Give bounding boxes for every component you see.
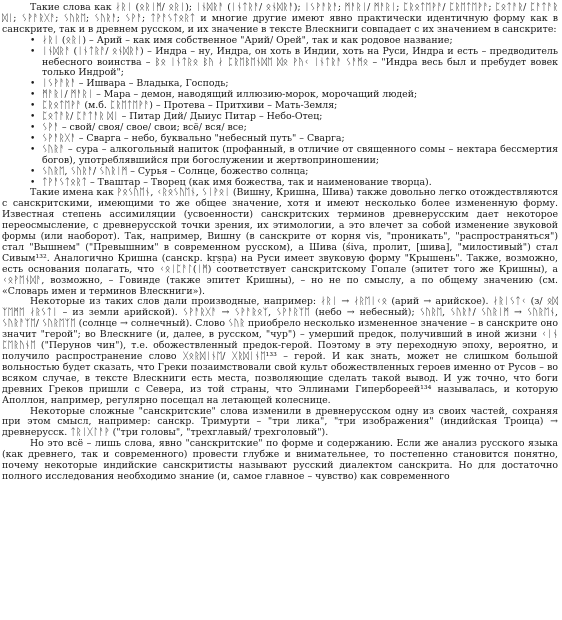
bullet-dot-icon: • — [30, 101, 36, 112]
bullet-dot-icon: • — [30, 46, 36, 57]
bullet-dot-icon: • — [30, 166, 36, 177]
bullet-dot-icon: • — [30, 177, 36, 188]
term-list-item-text: ᛈᚱᛟᛏᛖᚹᚨ (м.б. ᛈᚱᛖᛏᛖᚹᚨ) – Протева – Притхиви – Мать-Земля; — [42, 100, 338, 112]
body-paragraph: Некоторые сложные "санскритские" слова изменили в древнерусском одну из своих частей, сохраняя при этом смысл, например: санскр. Тримурти – "три лика", "три изображения" (индийская Троица) → древнерусск. ᛏᚱᛁᚷᛚᚨᚹ ("три головы", "трехглавый/ трехголовый"). — [2, 405, 558, 439]
term-list-item-text: ᛊᚢᚱᛖ, ᛊᚢᚱᚨ/ ᛊᚢᚱᛁᛗ – Сурья – Солнце, божество солнца; — [42, 165, 309, 177]
term-list-item-text: ᛈᛟᛏᚨᚱ/ ᛈᚨᛏᚨᚱ ᛞᛁ – Питар Дий/ Дыиус Питар – Небо-Отец; — [42, 111, 323, 123]
term-list-item — [30, 145, 558, 167]
term-list-item-text: ᛗᚨᚱᛁ/ ᛗᚨᚱᛁ – Мара – демон, наводящий иллюзию-морок, морочащий людей; — [42, 89, 418, 101]
term-list-item-text: ᛁᚾᛞᚱᚨ (ᛁᚾᛏᚱᚨ/ ᛟᚾᛞᚱᚨ) – Индра – ну, Индра, он хоть в Индии, хоть на Руси, Индра и есть – предводитель небесного воинства – ᛒᛟ ᛁᚾᛏᚱᛟ ᛒᚤ ᛅ ᛈᚱᛖᛒᛖᚾᛞᛖ ᛞᛟ ᚹᚤᚲ ᛁᚾᛏᚱᚨ ᛊᚨᛗᛟ – "Индра весь был и пребудет вовек только Индрой"; — [42, 45, 558, 79]
term-list-item — [30, 47, 558, 80]
document-page — [2, 3, 558, 483]
bullet-dot-icon: • — [30, 122, 36, 133]
term-list-item-text: ᛊᚹᚨᚱᚷᚨ – Сварга – небо, буквально "небесный путь" – Сварга; — [42, 132, 345, 144]
term-list-item-text: ᛊᚹᚨ – свой/ своя/ свое/ свои; всё/ вся/ все; — [42, 121, 247, 133]
term-list-item — [30, 178, 558, 189]
body-paragraph: Но это всё – лишь слова, явно "санскритские" по форме и содержанию. Если же анализ русского языка (как древнего, так и современного) провести глубже и внимательнее, то постепенно становится понятно, почему некоторые индийские санскритисты называют русский диалектом санскрита. Но для достаточно полного исследования необходимо знание (и, самое главное – чувство) как современного — [2, 438, 558, 482]
body-paragraphs — [2, 188, 558, 482]
bullet-dot-icon: • — [30, 144, 36, 155]
bullet-dot-icon: • — [30, 79, 36, 90]
term-list-item-text: ᛊᚢᚱᚨ – сура – алкогольный напиток (профанный, в отличие от священного сомы – нектара бессмертия богов), употреблявшийся при богослужении и жертвоприношении; — [42, 143, 558, 166]
bullet-dot-icon: • — [30, 90, 36, 101]
term-list — [2, 36, 558, 189]
term-list-item-text: ᛏᚹᚨᛊᛏᛟᚱᛏ – Тваштар – Творец (как имя божества, так и наименование творца). — [42, 176, 432, 188]
intro-paragraph: Такие слова как ᛅᚱᛁ (ᛟᚱᛁᛗ/ ᛟᚱᛁ); ᛁᚾᛞᚱᚨ (ᛁᚾᛏᚱᚨ/ ᛟᚾᛞᚱᚨ); ᛁᛊᚹᚨᚱᚨ; ᛗᚨᚱᛁ/ ᛗᚨᚱᛁ; ᛈᚱᛟᛏᛖᚹᚨ/ ᛈᚱᛖᛏᛖᚹᚨ; ᛈᛟᛏᚨᚱ/ ᛈᚨᛏᚨᚱ ᛞᛁ; ᛊᚹᚨᚱᚷᚨ; ᛊᚢᚱᛖ; ᛊᚢᚱᚨ; ᛊᚹᚨ; ᛏᚹᚨᛊᛏᛟᚱᛏ и многие другие имеют явно практически идентичную форму как в санскрите, так и в древнем русском, и их значение в тексте Влескниги совпадает с их значением в санскрите: — [2, 2, 558, 35]
bullet-dot-icon: • — [30, 112, 36, 123]
body-paragraph: Некоторые из таких слов дали производные, например: ᛅᚱᛁ → ᛅᚱᛖᛁᚲᛟ (арий → арийское). ᛅᚱᛁᛊᛏᚲ (з/ ᛟᛞ ᛉᛖᛗᛖ ᛅᚱᛊᛏᛁ – из земли арийской). ᛊᚹᚨᚱᚷᚨ → ᛊᚹᚨᚱᛟᛉ, ᛊᚹᚨᚱᛉᛖ (небо → небесный); ᛊᚢᚱᛖ, ᛊᚢᚱᚨ/ ᛊᚢᚱᛁᛗ → ᛊᚢᚱᛖᚾ, ᛊᚢᚱᚨᛉᛖ/ ᛊᚢᚱᛖᛉᛖ (солнце → солнечный). Слово ᛊᚢᚱ приобрело несколько измененное значение – в санскрите оно значит "герой"; во Влескниге (и, далее, в русском, "чур") – умерший предок, получивший в иной жизни ᚲᛁᚾ ᛈᛖᚱᚢᚾᛖ ("Перунов чин"), т.е. обожествленный предок-герой. Поэтому в эту переходную эпоху, вероятно, и получило распространение слово ᚷᛟᚱᛞᛁᚾᛖ/ ᚷᚱᛞᛁᚾᛖ¹³³ – герой. И как знать, может не слишком большой вольностью будет сказать, что Греки позаимствовали свой культ обожествленных героев именно от Русов – во всяком случае, в тексте Влескниги есть места, позволяющие сделать такой вывод. И уж точно, что боги древних Греков пришли с Севера, из той страны, что Эллинами Гипербореей¹³⁴ называлась, и которую Аполлон, например, регулярно посещал на летающей колеснице. — [2, 296, 558, 406]
term-list-item-text: ᛁᛊᚹᚨᚱᚨ – Ишвара – Владыка, Господь; — [42, 78, 229, 90]
term-list-item-text: ᛅᚱᛁ (ᛟᚱᛁ) – Арий – как имя собственное "Арий/ Орей", так и как родовое название; — [42, 34, 453, 46]
bullet-dot-icon: • — [30, 133, 36, 144]
bullet-dot-icon: • — [30, 35, 36, 46]
body-paragraph: Такие имена как ᚹᛟᛊᚢᛖᚾ, ᚲᚱᛟᛊᚢᛖᚾ, ᛊᛁᚹᛟᛁ (Вишну, Кришна, Шива) также довольно легко отождествляются с санскритскими, имеющими то же общее значение, хотя и имеют несколько более измененную форму. Известная степень ассимиляции (усвоенности) санскритских терминов древнерусским дает некоторое переосмысление, с древнерусской точки зрения, их этимологии, а это влечет за собой изменение звуковой формы (или наоборот). Так, например, Вишну (в санскрите от корня vis, "проникать", "распространяться") стал "Вышнем" ("Превышним" в современном русском), а Шива (śiva, пролит, [шива], "милостивый") стал Сивым¹³². Аналогично Кришна (санскр. kṛṣṇa) на Руси имеет звуковую форму "Крышень". Также, возможно, есть основания полагать, что ᚲᛟᛁᛈᚨᛚ(ᛁᛗ) соответствует санскритскому Гопале (эпитет того же Кришны), а ᚲᛟᚹᛖᚾᛞᚨ, возможно, – Говинде (также эпитет Кришны), – но не по смыслу, а по общему значению (см. «Словарь имен и терминов Влескниги»). — [2, 187, 559, 297]
